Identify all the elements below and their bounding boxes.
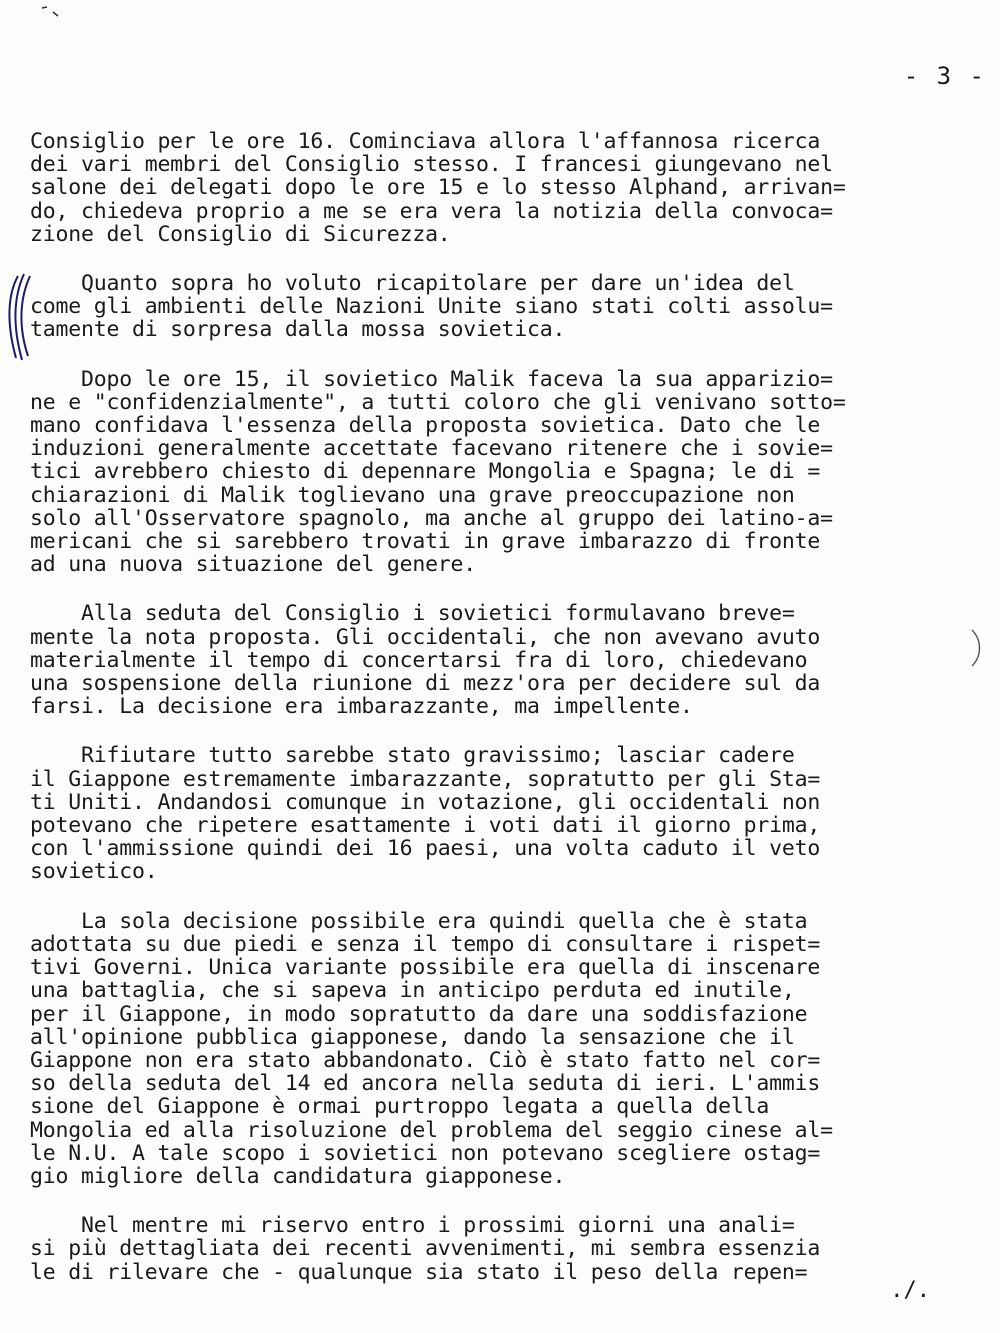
- text-line: le N.U. A tale scopo i sovietici non potevano scegliere ostag=: [30, 1140, 821, 1166]
- text-line: mente la nota proposta. Gli occidentali, che non avevano avuto: [30, 624, 821, 650]
- paragraph: [30, 744, 990, 883]
- text-line: zione del Consiglio di Sicurezza.: [30, 221, 451, 247]
- text-line: Alla seduta del Consiglio i sovietici formulavano breve=: [30, 601, 795, 627]
- text-line: potevano che ripetere esattamente i voti dati il giorno prima,: [30, 813, 821, 839]
- paragraph: [30, 1214, 990, 1284]
- text-line: La sola decisione possibile era quindi quella che è stata: [30, 908, 808, 934]
- text-line: Giappone non era stato abbandonato. Ciò è stato fatto nel cor=: [30, 1047, 821, 1073]
- text-line: ne e "confidenzialmente", a tutti coloro che gli venivano sotto=: [30, 389, 846, 415]
- stray-ink-mark-icon: [38, 2, 62, 22]
- text-line: come gli ambienti delle Nazioni Unite siano stati colti assolu=: [30, 294, 833, 320]
- continuation-mark: ./.: [890, 1278, 930, 1303]
- text-line: farsi. La decisione era imbarazzante, ma impellente.: [30, 694, 693, 720]
- text-line: ti Uniti. Andandosi comunque in votazione, gli occidentali non: [30, 789, 821, 815]
- text-line: dei vari membri del Consiglio stesso. I francesi giungevano nel: [30, 152, 833, 178]
- text-line: do, chiedeva proprio a me se era vera la notizia della convoca=: [30, 198, 833, 224]
- text-line: so della seduta del 14 ed ancora nella seduta di ieri. L'ammis: [30, 1071, 821, 1097]
- text-line: materialmente il tempo di concertarsi fra di loro, chiedevano: [30, 647, 808, 673]
- text-line: il Giappone estremamente imbarazzante, sopratutto per gli Sta=: [30, 766, 821, 792]
- text-line: una sospensione della riunione di mezz'ora per decidere sul da: [30, 671, 821, 697]
- paragraph: [30, 910, 990, 1188]
- text-line: gio migliore della candidatura giapponese.: [30, 1163, 566, 1189]
- text-line: solo all'Osservatore spagnolo, ma anche al gruppo dei latino-a=: [30, 505, 833, 531]
- text-line: chiarazioni di Malik toglievano una grave preoccupazione non: [30, 482, 795, 508]
- text-line: adottata su due piedi e senza il tempo di consultare i rispet=: [30, 931, 821, 957]
- text-line: una battaglia, che si sapeva in anticipo perduta ed inutile,: [30, 978, 795, 1004]
- text-line: all'opinione pubblica giapponese, dando la sensazione che il: [30, 1024, 795, 1050]
- text-line: induzioni generalmente accettate facevano ritenere che i sovie=: [30, 436, 833, 462]
- text-line: sovietico.: [30, 859, 158, 885]
- page-number: - 3 -: [903, 62, 986, 90]
- paragraph: [30, 368, 990, 577]
- text-line: Rifiutare tutto sarebbe stato gravissimo; lasciar cadere: [30, 743, 795, 769]
- text-line: sione del Giappone è ormai purtroppo legata a quella della: [30, 1094, 770, 1120]
- text-line: tivi Governi. Unica variante possibile era quella di inscenare: [30, 955, 821, 981]
- text-line: Mongolia ed alla risoluzione del problema del seggio cinese al=: [30, 1117, 833, 1143]
- text-line: mericani che si sarebbero trovati in grave imbarazzo di fronte: [30, 529, 821, 555]
- paragraph: [30, 602, 990, 718]
- text-line: si più dettagliata dei recenti avvenimenti, mi sembra essenzia: [30, 1236, 821, 1262]
- text-line: ad una nuova situazione del genere.: [30, 552, 477, 578]
- text-line: Consiglio per le ore 16. Cominciava allora l'affannosa ricerca: [30, 129, 821, 154]
- letter-body: [30, 130, 990, 1310]
- text-line: le di rilevare che - qualunque sia stato il peso della repen=: [30, 1259, 808, 1285]
- text-line: con l'ammissione quindi dei 16 paesi, una volta caduto il veto: [30, 836, 821, 862]
- paragraph: [30, 272, 990, 342]
- paragraph: [30, 130, 990, 246]
- text-line: tici avrebbero chiesto di depennare Mongolia e Spagna; le di =: [30, 459, 821, 485]
- text-line: mano confidava l'essenza della proposta sovietica. Dato che le: [30, 413, 821, 439]
- text-line: per il Giappone, in modo sopratutto da dare una soddisfazione: [30, 1001, 808, 1027]
- text-line: salone dei delegati dopo le ore 15 e lo stesso Alphand, arrivan=: [30, 175, 846, 201]
- text-line: Quanto sopra ho voluto ricapitolare per dare un'idea del: [30, 271, 795, 297]
- text-line: Dopo le ore 15, il sovietico Malik faceva la sua apparizio=: [30, 366, 833, 392]
- text-line: Nel mentre mi riservo entro i prossimi giorni una anali=: [30, 1213, 795, 1239]
- text-line: tamente di sorpresa dalla mossa sovietica.: [30, 317, 566, 343]
